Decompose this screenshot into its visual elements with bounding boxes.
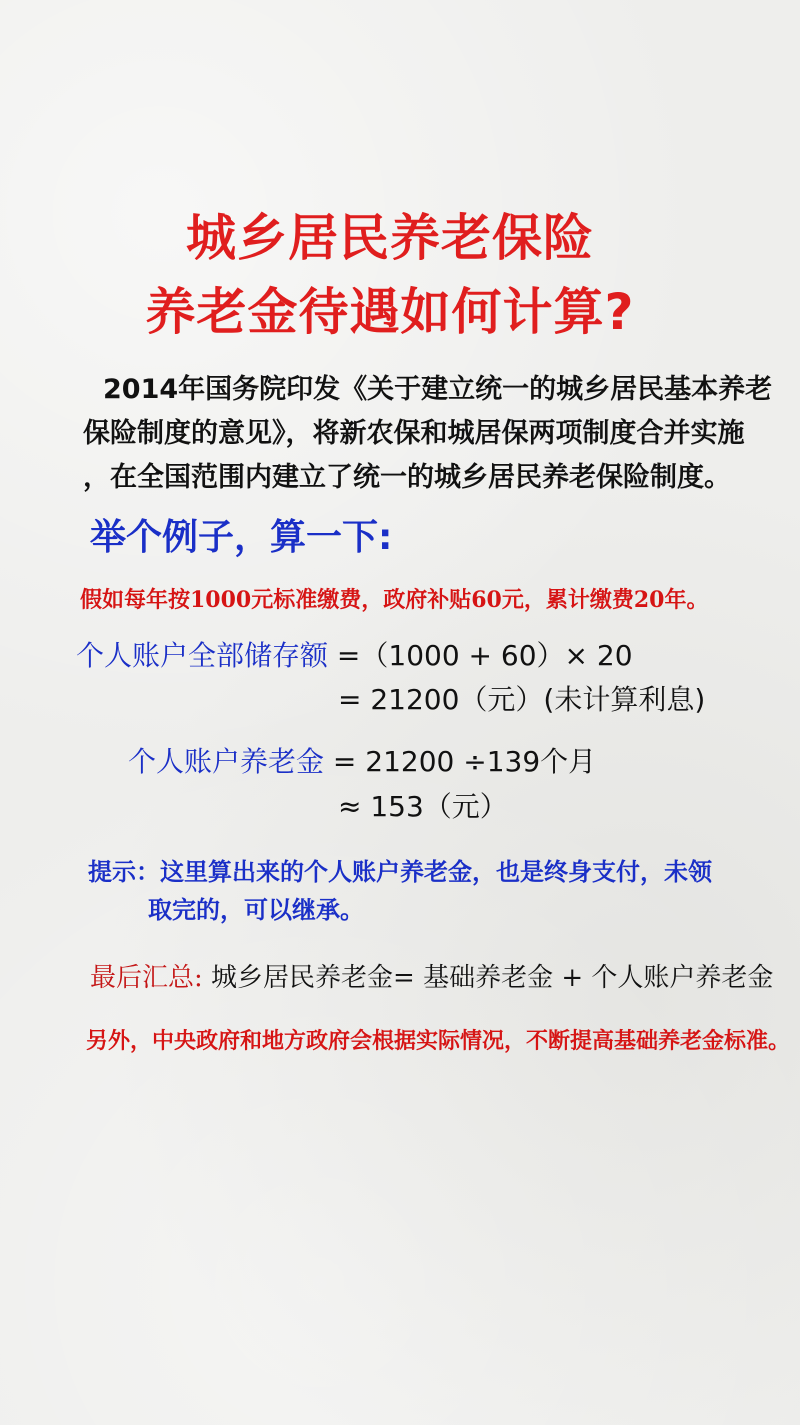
example-heading: 举个例子，算一下:	[90, 517, 393, 558]
page-title-line-2: 养老金待遇如何计算?	[145, 283, 635, 341]
intro-line-1: 2014年国务院印发《关于建立统一的城乡居民基本养老	[103, 374, 773, 405]
example-assumption: 假如每年按1000元标准缴费，政府补贴60元，累计缴费20年。	[80, 587, 709, 613]
closing-note: 另外，中央政府和地方政府会根据实际情况，不断提高基础养老金标准。	[86, 1028, 791, 1054]
calc-total-savings-result: = 21200（元）(未计算利息)	[338, 683, 706, 716]
summary-formula	[90, 958, 773, 998]
calc-monthly-pension-result: ≈ 153（元）	[338, 790, 508, 823]
intro-line-3: ，在全国范围内建立了统一的城乡居民养老保险制度。	[83, 462, 731, 493]
tip-paragraph	[88, 853, 728, 929]
calc-total-savings-expr: =（1000 + 60）× 20	[328, 639, 633, 672]
page-title-line-1: 城乡居民养老保险	[186, 209, 594, 267]
calc-monthly-pension-label: 个人账户养老金	[128, 745, 325, 778]
intro-line-2: 保险制度的意见》，将新农保和城居保两项制度合并实施	[83, 418, 745, 449]
summary-label: 最后汇总:	[90, 963, 203, 993]
tip-line-2: 取完的，可以继承。	[148, 896, 364, 924]
intro-paragraph	[83, 368, 773, 500]
calc-total-savings	[76, 634, 633, 678]
calc-monthly-pension-expr: = 21200 ÷139个月	[324, 745, 597, 778]
calc-total-savings-label: 个人账户全部储存额	[76, 639, 329, 672]
summary-value: 城乡居民养老金= 基础养老金 + 个人账户养老金	[202, 963, 774, 993]
tip-line-1: 提示：这里算出来的个人账户养老金，也是终身支付，未领	[88, 858, 712, 886]
calc-monthly-pension	[128, 740, 596, 784]
